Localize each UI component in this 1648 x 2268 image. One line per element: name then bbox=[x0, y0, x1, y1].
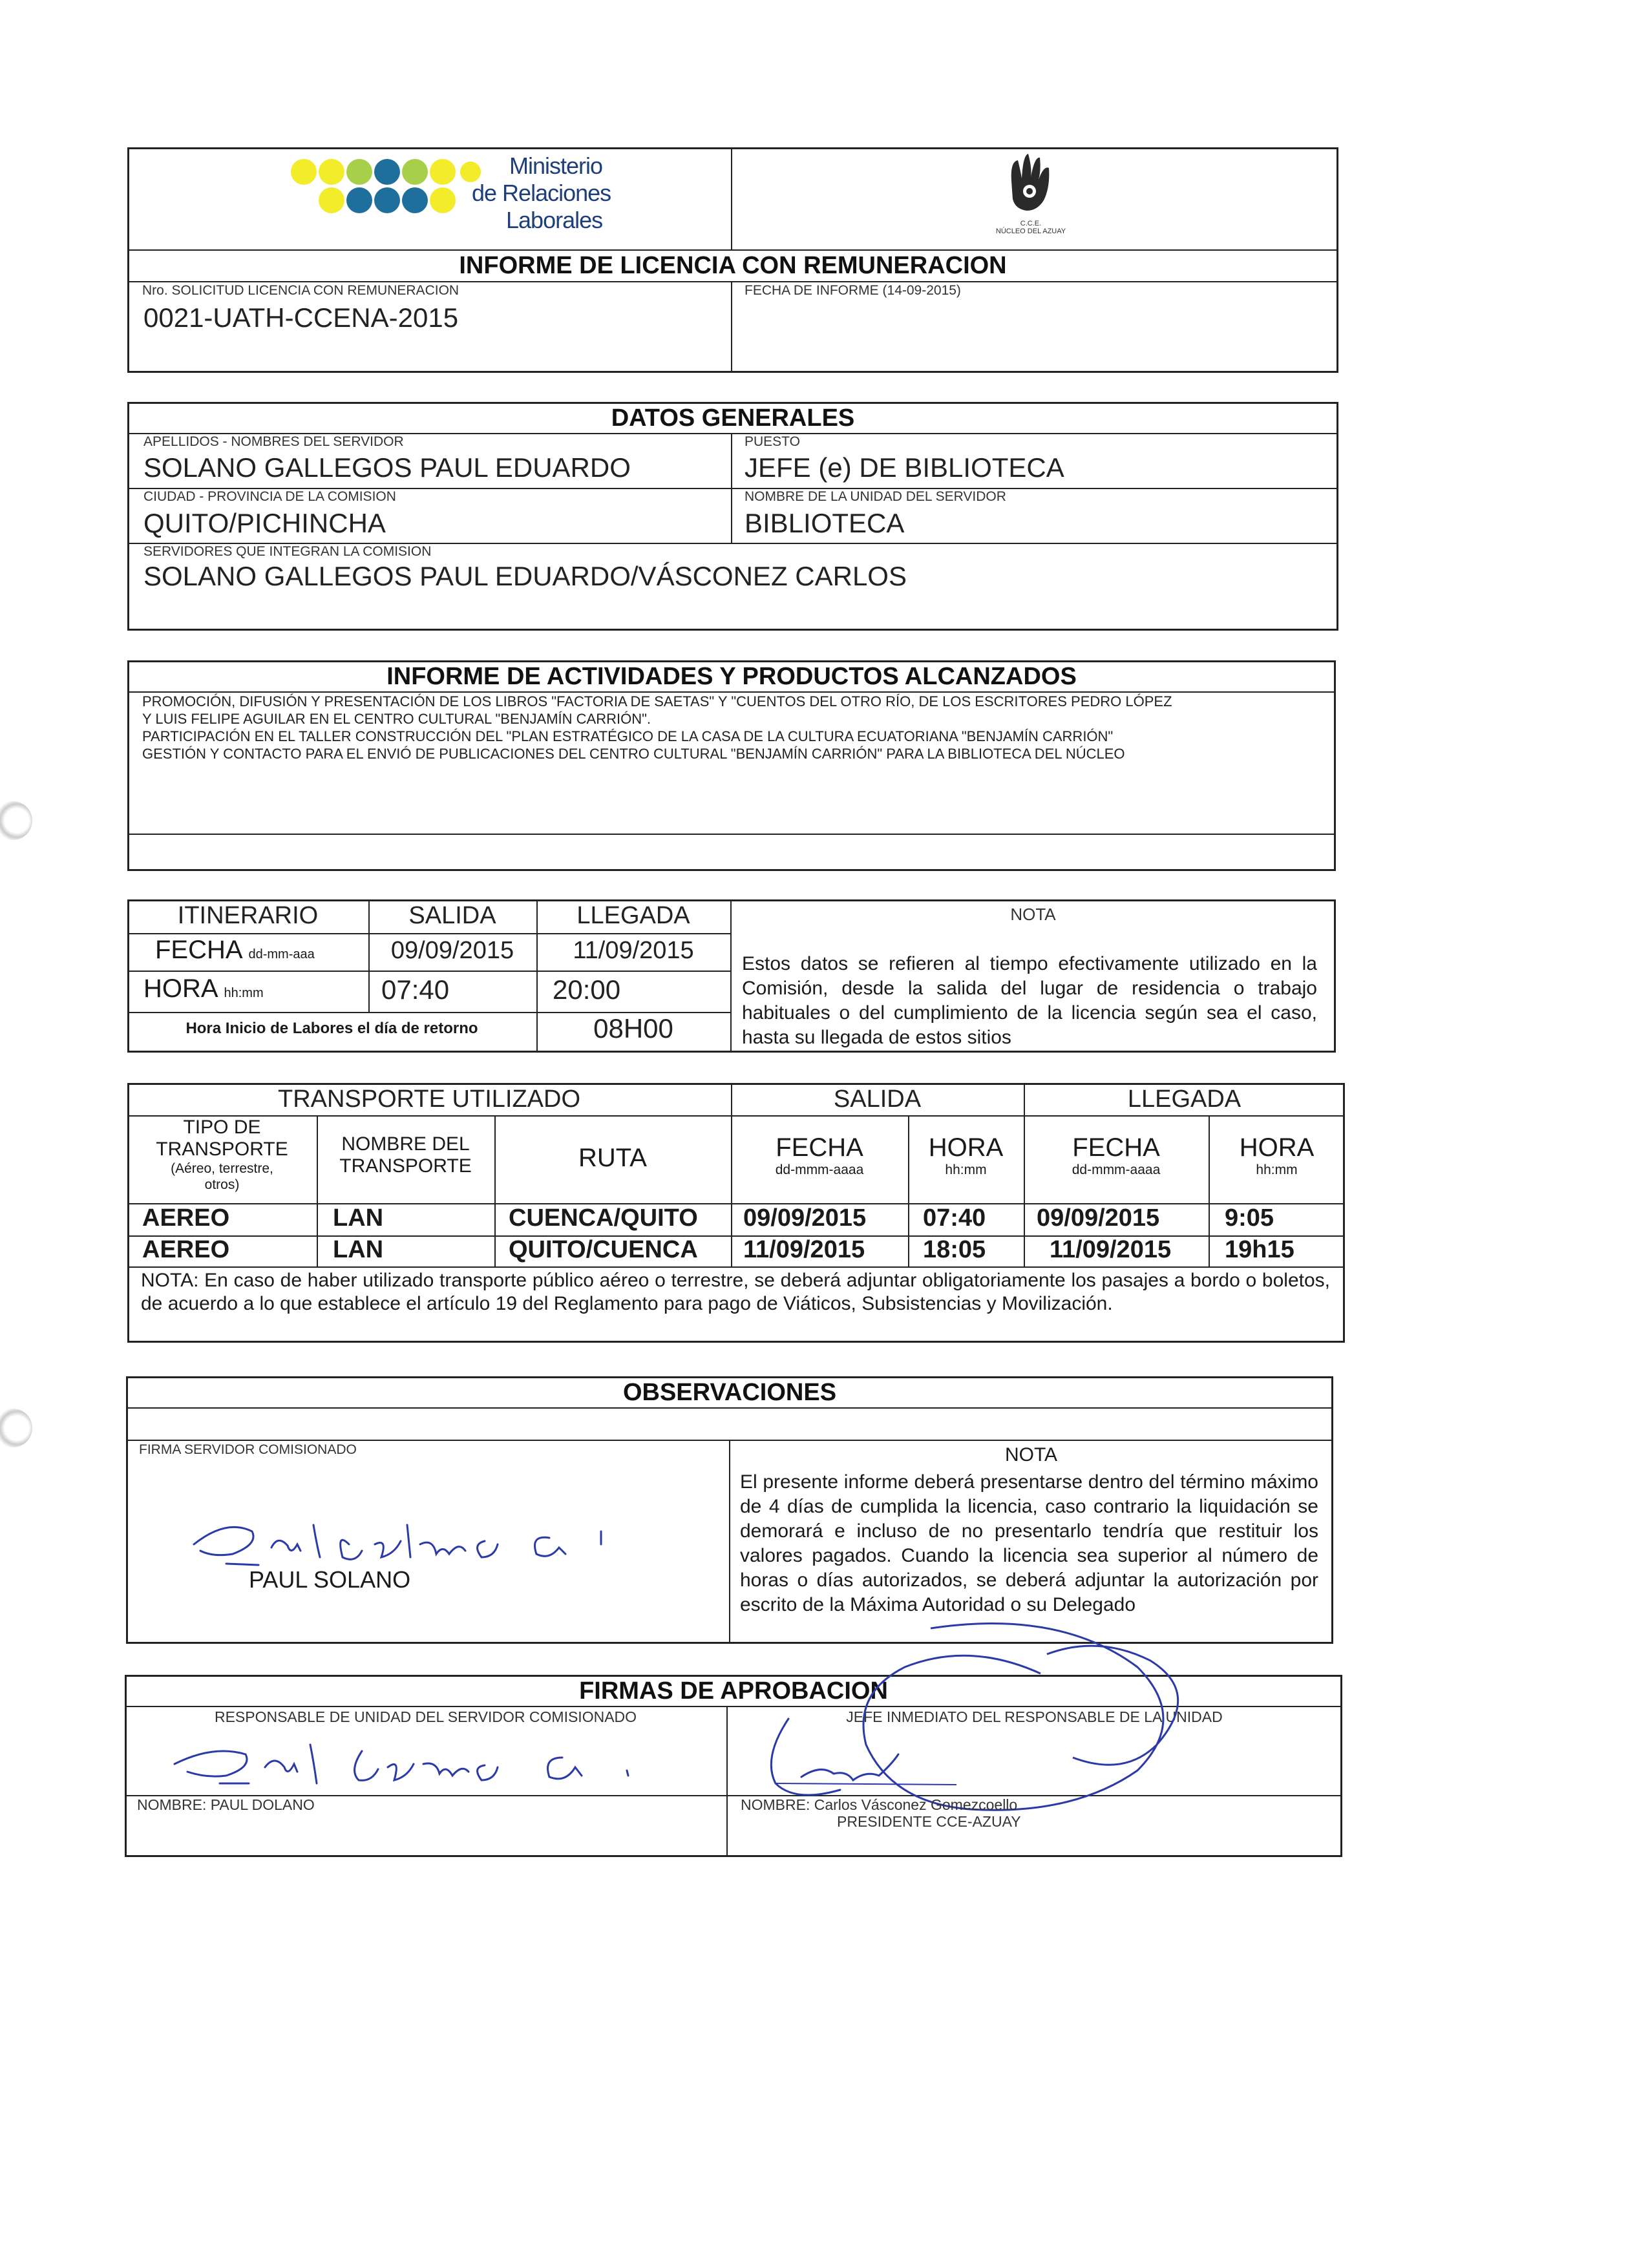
punch-hole-bottom bbox=[0, 1409, 32, 1447]
departure-time-header-text: HORA bbox=[928, 1133, 1004, 1162]
arrival-time-cell: 19h15 bbox=[1225, 1236, 1294, 1263]
request-number-label: Nro. SOLICITUD LICENCIA CON REMUNERACION bbox=[142, 283, 460, 298]
arrival-time-header bbox=[1209, 1133, 1345, 1178]
cce-hand-logo-icon bbox=[1005, 149, 1057, 220]
itinerary-note-text: Estos datos se refieren al tiempo efectivamente utilizado en la Comisión, desde la salida del lugar de residencia o trabajo habituales o del cumplimiento de la licencia según sea el caso, hasta su llegada de estos sitios bbox=[742, 953, 1317, 1048]
ministry-line-3: Laborales bbox=[506, 207, 603, 233]
transport-type-hint-l2: otros) bbox=[204, 1177, 240, 1192]
form-title: INFORME DE LICENCIA CON REMUNERACION bbox=[459, 252, 1007, 279]
activity-line: GESTIÓN Y CONTACTO PARA EL ENVIÓ DE PUBLICACIONES DEL CENTRO CULTURAL "BENJAMÍN CARRIÓN" PARA LA BIBLIOTECA DEL NÚCLEO bbox=[142, 746, 1125, 762]
transport-name-cell: LAN bbox=[333, 1236, 384, 1263]
signature-president-stamp-icon bbox=[737, 1615, 1189, 1822]
report-date-label: FECHA DE INFORME (14-09-2015) bbox=[745, 283, 961, 298]
request-number-value: 0021-UATH-CCENA-2015 bbox=[143, 302, 459, 333]
cce-caption-line-2: NÚCLEO DEL AZUAY bbox=[995, 227, 1066, 235]
transport-name-header-l2: TRANSPORTE bbox=[339, 1155, 472, 1177]
commissioned-signature-label: FIRMA SERVIDOR COMISIONADO bbox=[139, 1442, 357, 1457]
arrival-date-cell: 11/09/2015 bbox=[1050, 1236, 1172, 1263]
transport-departure-header: SALIDA bbox=[833, 1086, 922, 1113]
transport-name-header bbox=[317, 1133, 494, 1177]
arrival-time-header-text: HORA bbox=[1239, 1133, 1315, 1162]
unit-value: BIBLIOTECA bbox=[745, 508, 905, 538]
logo-dots bbox=[291, 159, 481, 213]
ministry-line-2: de Relaciones bbox=[472, 180, 611, 206]
unit-label: NOMBRE DE LA UNIDAD DEL SERVIDOR bbox=[745, 489, 1006, 504]
immediate-boss-role: PRESIDENTE CCE-AZUAY bbox=[837, 1813, 1021, 1830]
ministry-logo-icon bbox=[288, 154, 481, 225]
transport-type-cell: AEREO bbox=[142, 1204, 230, 1232]
itinerary-arrival-date: 11/09/2015 bbox=[573, 937, 694, 964]
unit-responsible-name: NOMBRE: PAUL DOLANO bbox=[137, 1796, 315, 1813]
approvals-title: FIRMAS DE APROBACION bbox=[579, 1677, 888, 1705]
itinerary-time-label-text: HORA bbox=[143, 974, 217, 1003]
itinerary-time-label bbox=[143, 974, 264, 1003]
transport-name-cell: LAN bbox=[333, 1204, 384, 1232]
city-label: CIUDAD - PROVINCIA DE LA COMISION bbox=[143, 489, 396, 504]
transport-note: NOTA: En caso de haber utilizado transporte público aéreo o terrestre, se deberá adjuntar obligatoriamente los pasajes a bordo o boletos, de acuerdo a lo que establece el artículo 19 del Reglamento para pago de Viáticos, Subsistencias y Movilización. bbox=[141, 1270, 1330, 1314]
observations-note-text: El presente informe deberá presentarse dentro del término máximo de 4 días de cumplida la licencia, caso contrario la liquidación se demorará e incluso de no presentarlo tendría que restituir los valores pagados. Cuando la licencia sea superior al número de horas o días autorizados, se deberá adjuntar la autorización por escrito de la Máxima Autoridad o su Delegado bbox=[740, 1471, 1318, 1615]
return-work-label: Hora Inicio de Labores el día de retorno bbox=[185, 1020, 478, 1037]
members-label: SERVIDORES QUE INTEGRAN LA COMISION bbox=[143, 544, 432, 559]
activities-list bbox=[142, 693, 1325, 762]
departure-date-cell: 09/09/2015 bbox=[743, 1204, 867, 1232]
transport-route-cell: QUITO/CUENCA bbox=[509, 1236, 698, 1263]
itinerary-column-header: ITINERARIO bbox=[177, 902, 319, 929]
return-work-time: 08H00 bbox=[593, 1013, 673, 1044]
transport-arrival-header: LLEGADA bbox=[1127, 1086, 1241, 1113]
departure-time-cell: 18:05 bbox=[923, 1236, 986, 1263]
activity-line: Y LUIS FELIPE AGUILAR EN EL CENTRO CULTURAL "BENJAMÍN CARRIÓN". bbox=[142, 711, 651, 727]
observations-note-title: NOTA bbox=[1004, 1444, 1058, 1465]
cce-caption-line-1: C.C.E. bbox=[1020, 220, 1042, 227]
itinerary-date-format: dd-mm-aaa bbox=[248, 947, 315, 961]
cce-caption bbox=[976, 220, 1086, 235]
departure-date-header bbox=[731, 1133, 908, 1178]
itinerary-note-title: NOTA bbox=[1010, 905, 1056, 924]
transport-type-header bbox=[127, 1117, 317, 1193]
itinerary-date-label bbox=[155, 936, 315, 965]
arrival-date-header bbox=[1024, 1133, 1209, 1178]
arrival-date-format: dd-mmm-aaaa bbox=[1072, 1162, 1161, 1177]
ministry-line-1: Ministerio bbox=[509, 152, 603, 179]
departure-date-header-text: FECHA bbox=[776, 1133, 863, 1162]
departure-date-format: dd-mmm-aaaa bbox=[775, 1162, 864, 1177]
transport-type-cell: AEREO bbox=[142, 1236, 230, 1263]
immediate-boss-name: NOMBRE: Carlos Vásconez Gomezcoello bbox=[741, 1796, 1018, 1813]
city-value: QUITO/PICHINCHA bbox=[143, 508, 386, 538]
server-name-label: APELLIDOS - NOMBRES DEL SERVIDOR bbox=[143, 434, 404, 449]
transport-title: TRANSPORTE UTILIZADO bbox=[277, 1086, 581, 1113]
departure-time-cell: 07:40 bbox=[923, 1204, 986, 1232]
arrival-date-cell: 09/09/2015 bbox=[1037, 1204, 1160, 1232]
departure-time-header bbox=[908, 1133, 1024, 1178]
departure-date-cell: 11/09/2015 bbox=[743, 1236, 865, 1263]
activities-title: INFORME DE ACTIVIDADES Y PRODUCTOS ALCANZADOS bbox=[386, 663, 1077, 690]
activity-line: PARTICIPACIÓN EN EL TALLER CONSTRUCCIÓN DEL "PLAN ESTRATÉGICO DE LA CASA DE LA CULTURA ECUATORIANA "BENJAMÍN CARRIÓN" bbox=[142, 728, 1114, 744]
immediate-boss-label: JEFE INMEDIATO DEL RESPONSABLE DE LA UNIDAD bbox=[846, 1708, 1223, 1725]
observations-title: OBSERVACIONES bbox=[622, 1379, 837, 1406]
transport-route-cell: CUENCA/QUITO bbox=[509, 1204, 698, 1232]
activity-line: PROMOCIÓN, DIFUSIÓN Y PRESENTACIÓN DE LOS LIBROS "FACTORIA DE SAETAS" Y "CUENTOS DEL OTRO RÍO, DE LOS ESCRITORES PEDRO LÓPEZ bbox=[142, 693, 1172, 709]
signature-unit-responsible-icon bbox=[162, 1725, 679, 1796]
punch-hole-top bbox=[0, 801, 32, 840]
itinerary-time-format: hh:mm bbox=[224, 986, 264, 1000]
general-data-title: DATOS GENERALES bbox=[611, 404, 855, 432]
itinerary-arrival-header: LLEGADA bbox=[576, 902, 690, 929]
arrival-time-cell: 9:05 bbox=[1225, 1204, 1274, 1232]
unit-responsible-label: RESPONSABLE DE UNIDAD DEL SERVIDOR COMISIONADO bbox=[214, 1708, 637, 1725]
ministry-name bbox=[470, 152, 632, 234]
transport-type-header-l1: TIPO DE bbox=[183, 1117, 261, 1138]
position-label: PUESTO bbox=[745, 434, 800, 449]
itinerary-departure-date: 09/09/2015 bbox=[390, 937, 514, 964]
arrival-time-format: hh:mm bbox=[1256, 1162, 1298, 1177]
departure-time-format: hh:mm bbox=[945, 1162, 987, 1177]
transport-type-header-l2: TRANSPORTE bbox=[156, 1139, 288, 1160]
commissioned-signer-name: PAUL SOLANO bbox=[249, 1566, 411, 1593]
transport-type-hint-l1: (Aéreo, terrestre, bbox=[171, 1161, 273, 1176]
arrival-date-header-text: FECHA bbox=[1072, 1133, 1160, 1162]
transport-name-header-l1: NOMBRE DEL bbox=[341, 1133, 470, 1155]
server-name-value: SOLANO GALLEGOS PAUL EDUARDO bbox=[143, 452, 631, 483]
itinerary-departure-time: 07:40 bbox=[381, 974, 450, 1005]
position-value: JEFE (e) DE BIBLIOTECA bbox=[745, 452, 1064, 483]
itinerary-departure-header: SALIDA bbox=[408, 902, 496, 929]
itinerary-arrival-time: 20:00 bbox=[553, 974, 621, 1005]
transport-route-header: RUTA bbox=[578, 1144, 647, 1172]
itinerary-date-label-text: FECHA bbox=[155, 936, 242, 964]
members-value: SOLANO GALLEGOS PAUL EDUARDO/VÁSCONEZ CARLOS bbox=[143, 561, 907, 591]
